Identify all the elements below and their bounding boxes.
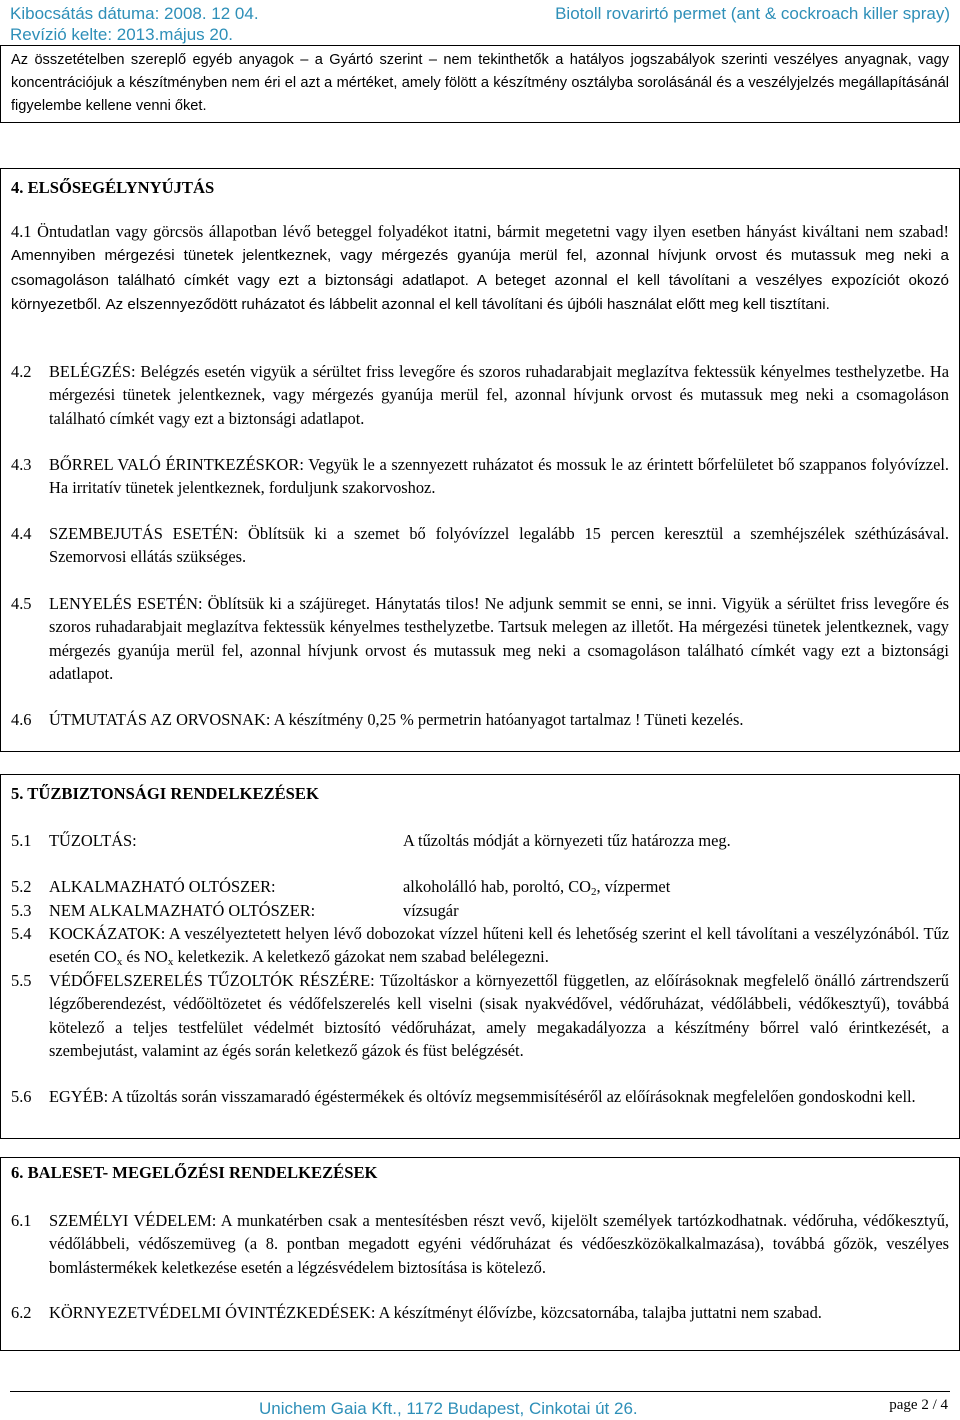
paragraph-4-1-text-a: Öntudatlan vagy görcsös állapotban lévő beteggel folyadékot itatni, bármit megetetni vagy ilyen esetben hányást kiváltani nem szabad! <box>37 222 949 241</box>
section-5-fire-safety <box>0 774 960 1139</box>
composition-note-box <box>0 45 960 123</box>
section-5-title: 5. TŰZBIZTONSÁGI RENDELKEZÉSEK <box>11 784 319 803</box>
row-5-2-value: alkoholálló hab, poroltó, $CO_2$, vízpermet <box>403 877 671 898</box>
row-5-3-number: 5.3 <box>11 901 32 920</box>
paragraph-4-1-number: 4.1 <box>11 222 32 241</box>
row-5-1-value: A tűzoltás módját a környezeti tűz határozza meg. <box>403 831 731 850</box>
paragraph-4-1-text-c: Az elszennyeződött ruházatot és lábbelit azonnal el kell távolítani és újbóli használat előtt meg kell tisztítani. <box>105 296 830 314</box>
row-5-1-label: TŰZOLTÁS: <box>49 831 137 850</box>
composition-note: Az összetételben szereplő egyéb anyagok – a Gyártó szerint – nem tekinthetők a hatályos jogszabályok szerinti veszélyes anyagnak, vagy koncentrációjuk a készítményben nem éri el azt a mértéket, amely fölött a készítmény osztályba sorolásánál és a veszélyjelzés megállapításánál figyelembe kellene venni őket. <box>11 52 949 114</box>
paragraph-4-3-text: BŐRREL VALÓ ÉRINTKEZÉSKOR: Vegyük le a szennyezett ruházatot és mossuk le az érintett bőrfelületet bő szappanos folyóvízzel. Ha irritatív tünetek jelentkeznek, forduljunk szakorvoshoz. <box>49 455 949 498</box>
row-6-1-number: 6.1 <box>11 1211 32 1230</box>
row-5-2-number: 5.2 <box>11 877 32 896</box>
paragraph-4-3 <box>11 453 949 500</box>
paragraph-4-2-text: BELÉGZÉS: Belégzés esetén vigyük a sérültet friss levegőre és szoros ruhadarabjait meglazítva fektessük kényelmes testhelyzetbe. Ha mérgezési tünetek jelentkeznek, vagy mérgezés gyanúja merül fel, azonnal hívjunk orvost és mutassuk meg neki a csomagoláson található címkét vagy ezt a biztonsági adatlapot. <box>49 362 949 428</box>
paragraph-4-2-number: 4.2 <box>11 362 32 381</box>
paragraph-4-4-text: SZEMBEJUTÁS ESETÉN: Öblítsük ki a szemet bő folyóvízzel legalább 15 percen keresztül a szemhéjszélek széthúzásával. Szemorvosi ellátás szükséges. <box>49 524 949 567</box>
row-6-1: 6.1 SZEMÉLYI VÉDELEM: A munkatérben csak a mentesítésben részt vevő, kijelölt személyek tartózkodhatnak. védőruha, védőkesztyű, védőlábbeli, védőszemüveg (a 8. pontban megadott egyéni védőruházat és védőeszközökalkalmazása), továbbá gőzök, veszélyes bomlástermékek keletkezése esetén a légzésvédelem biztosítása is kötelező. <box>11 1211 949 1277</box>
footer-company: Unichem Gaia Kft., 1172 Budapest, Cinkotai út 26. <box>259 1399 638 1418</box>
paragraph-4-5 <box>11 592 949 686</box>
row-5-3-label: NEM ALKALMAZHATÓ OLTÓSZER: <box>49 901 316 920</box>
row-5-6: 5.6 EGYÉB: A tűzoltás során visszamaradó égéstermékek és oltóvíz megsemmisítéséről az előírásoknak megfelelően gondoskodni kell. <box>11 1085 949 1108</box>
document-header <box>10 3 950 24</box>
row-5-5-number: 5.5 <box>11 971 32 990</box>
revision-date: Revízió kelte: 2013.május 20. <box>10 25 234 44</box>
row-5-3 <box>11 899 949 922</box>
paragraph-4-4 <box>11 522 949 569</box>
footer-divider <box>10 1391 950 1392</box>
issue-date: Kibocsátás dátuma: 2008. 12 04. <box>10 4 259 23</box>
paragraph-4-2 <box>11 360 949 430</box>
paragraph-4-1-text-b: Amennyiben mérgezési tünetek jelentkeznek, vagy mérgezés gyanúja merül fel, azonnal hívjunk orvost és mutassuk meg neki a csomagoláson található címkét vagy ezt a biztonsági adatlapot. A beteget azonnal el kell távolítani a veszélyes expozíciót okozó környezetből. <box>11 247 949 314</box>
paragraph-4-4-number: 4.4 <box>11 524 32 543</box>
row-5-2-label: ALKALMAZHATÓ OLTÓSZER: <box>49 877 276 896</box>
row-5-2 <box>11 875 949 898</box>
paragraph-4-1 <box>11 220 949 317</box>
row-6-2-number: 6.2 <box>11 1303 32 1322</box>
section-6-title: 6. BALESET- MEGELŐZÉSI RENDELKEZÉSEK <box>11 1163 378 1182</box>
page-footer <box>0 1397 960 1419</box>
row-5-1-number: 5.1 <box>11 831 32 850</box>
row-5-4-number: 5.4 <box>11 924 32 943</box>
paragraph-4-6-text: ÚTMUTATÁS AZ ORVOSNAK: A készítmény 0,25 % permetrin hatóanyagot tartalmaz ! Tüneti kezelés. <box>49 710 744 729</box>
row-5-5: 5.5 VÉDŐFELSZERELÉS TŰZOLTÓK RÉSZÉRE: Tűzoltáskor a környezettől független, az előírásoknak megfelelő önálló zártrendszerű légzőberendezést, védőöltözetet és védőfelszerelés kell viselni (sisak nyakvédővel, védőruházat, védőlábbeli, védőkesztyű), továbbá kötelező a teljes testfelület védelmét biztosító védőruházat, amely megakadályozza a készítmény bőrrel való érintkezését, a szembejutást, valamint az égés során keletkező gázok és füst belégzését. <box>11 971 949 1061</box>
page-number: page 2 / 4 <box>889 1397 948 1413</box>
row-5-3-value: vízsugár <box>403 901 459 920</box>
section-4-first-aid <box>0 168 960 752</box>
section-6-accident-prevention <box>0 1157 960 1351</box>
row-5-6-number: 5.6 <box>11 1087 32 1106</box>
paragraph-4-5-number: 4.5 <box>11 594 32 613</box>
paragraph-4-6 <box>11 708 949 731</box>
row-5-1 <box>11 829 949 852</box>
row-6-2: 6.2 KÖRNYEZETVÉDELMI ÓVINTÉZKEDÉSEK: A készítményt élővízbe, közcsatornába, talajba juttatni nem szabad. <box>11 1301 949 1324</box>
row-5-4: 5.4 KOCKÁZATOK: A veszélyeztetett helyen lévő dobozokat vízzel hűteni kell és lehetőség szerint el kell távolítani a veszélyzónából. Tűz esetén $CO_x$ és $NO_x$ keletkezik. A keletkező gázokat nem szabad belélegezni. <box>11 924 949 969</box>
product-name: Biotoll rovarirtó permet (ant & cockroach killer spray) <box>555 4 950 23</box>
paragraph-4-6-number: 4.6 <box>11 710 32 729</box>
paragraph-4-5-text: LENYELÉS ESETÉN: Öblítsük ki a szájüreget. Hánytatás tilos! Ne adjunk semmit se enni, se inni. Vigyük a sérültet friss levegőre és szoros ruhadarabjait meglazítva fektessük kényelmes testhelyzetbe. Tartsuk melegen az illetőt. Ha mérgezési tünetek jelentkeznek, vagy mérgezés gyanúja merül fel, azonnal hívjunk orvost és mutassuk meg neki a csomagoláson található címkét vagy ezt a biztonsági adatlapot. <box>49 594 949 684</box>
paragraph-4-3-number: 4.3 <box>11 455 32 474</box>
section-4-title: 4. ELSŐSEGÉLYNYÚJTÁS <box>11 178 215 197</box>
